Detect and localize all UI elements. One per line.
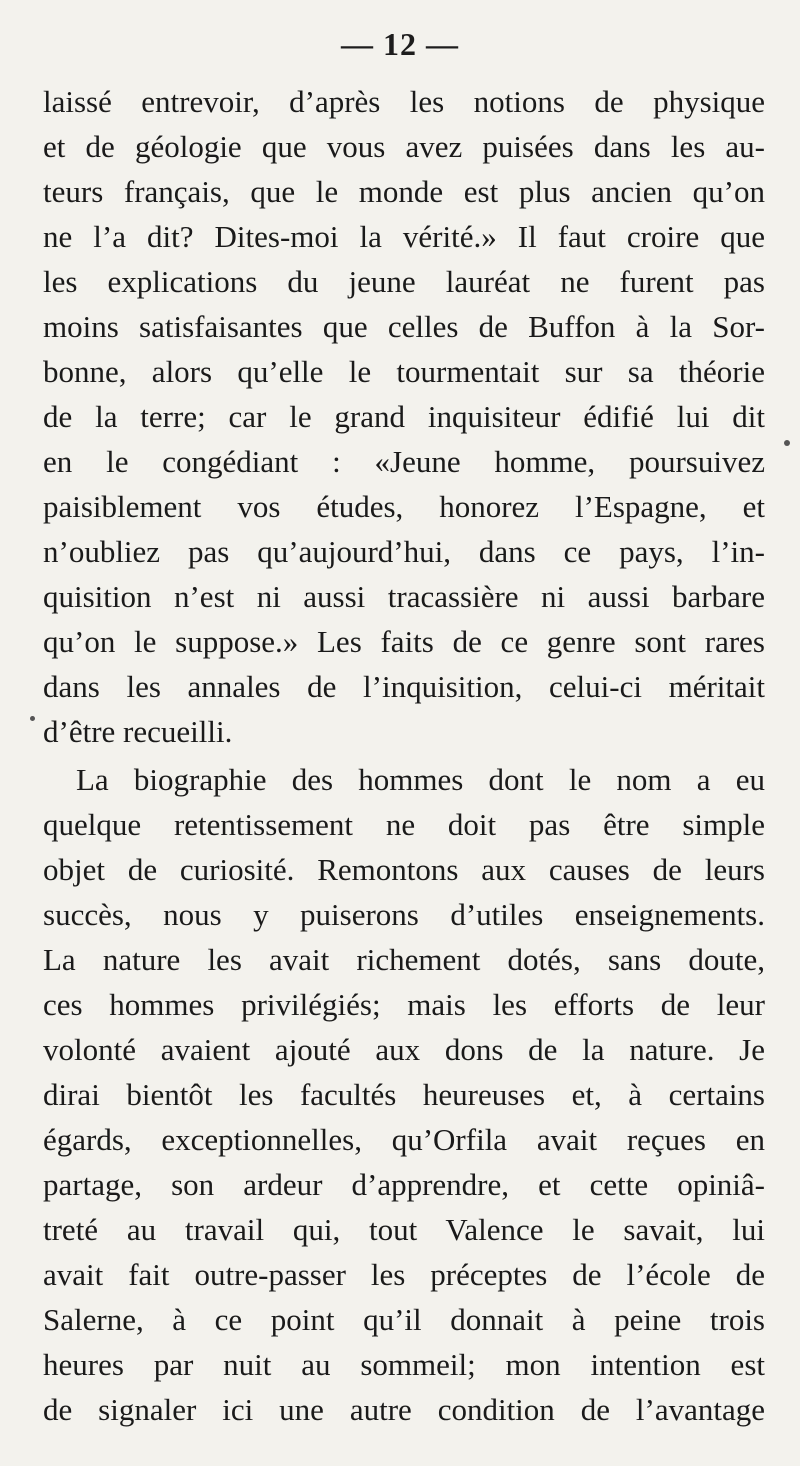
text-line: d’être recueilli. [43, 714, 233, 749]
text-line: les explications du jeune lauréat ne furent pas [43, 264, 765, 299]
text-line: Salerne, à ce point qu’il donnait à peine trois [43, 1302, 765, 1337]
page-number: — 12 — [341, 26, 459, 62]
text-line: quelque retentissement ne doit pas être simple [43, 807, 765, 842]
text-line: dans les annales de l’inquisition, celui-ci méritait [43, 669, 765, 704]
text-line: La biographie des hommes dont le nom a eu [76, 762, 765, 797]
text-line: ne l’a dit? Dites-moi la vérité.» Il faut croire que [43, 219, 765, 254]
text-line: volonté avaient ajouté aux dons de la nature. Je [43, 1032, 765, 1067]
text-line: n’oubliez pas qu’aujourd’hui, dans ce pays, l’in- [43, 534, 765, 569]
text-line: dirai bientôt les facultés heureuses et, à certains [43, 1077, 765, 1112]
text-line: qu’on le suppose.» Les faits de ce genre sont rares [43, 624, 765, 659]
text-line: teurs français, que le monde est plus ancien qu’on [43, 174, 765, 209]
text-line: de signaler ici une autre condition de l’avantage [43, 1392, 765, 1427]
text-line: La nature les avait richement dotés, sans doute, [43, 942, 765, 977]
text-line: partage, son ardeur d’apprendre, et cette opiniâ- [43, 1167, 765, 1202]
text-line: et de géologie que vous avez puisées dans les au- [43, 129, 765, 164]
text-line: laissé entrevoir, d’après les notions de physique [43, 84, 765, 119]
text-line: égards, exceptionnelles, qu’Orfila avait reçues en [43, 1122, 765, 1157]
print-speck [30, 716, 35, 721]
text-line: de la terre; car le grand inquisiteur édifié lui dit [43, 399, 765, 434]
text-line: moins satisfaisantes que celles de Buffon à la Sor- [43, 309, 765, 344]
text-line: paisiblement vos études, honorez l’Espagne, et [43, 489, 765, 524]
text-line: avait fait outre-passer les préceptes de l’école de [43, 1257, 765, 1292]
text-line: ces hommes privilégiés; mais les efforts de leur [43, 987, 765, 1022]
text-line: treté au travail qui, tout Valence le savait, lui [43, 1212, 765, 1247]
text-line: objet de curiosité. Remontons aux causes de leurs [43, 852, 765, 887]
text-line: bonne, alors qu’elle le tourmentait sur sa théorie [43, 354, 765, 389]
text-line: heures par nuit au sommeil; mon intention est [43, 1347, 765, 1382]
text-line: quisition n’est ni aussi tracassière ni aussi barbare [43, 579, 765, 614]
text-line: en le congédiant : «Jeune homme, poursuivez [43, 444, 765, 479]
text-line: succès, nous y puiserons d’utiles enseignements. [43, 897, 765, 932]
print-speck [784, 440, 790, 446]
